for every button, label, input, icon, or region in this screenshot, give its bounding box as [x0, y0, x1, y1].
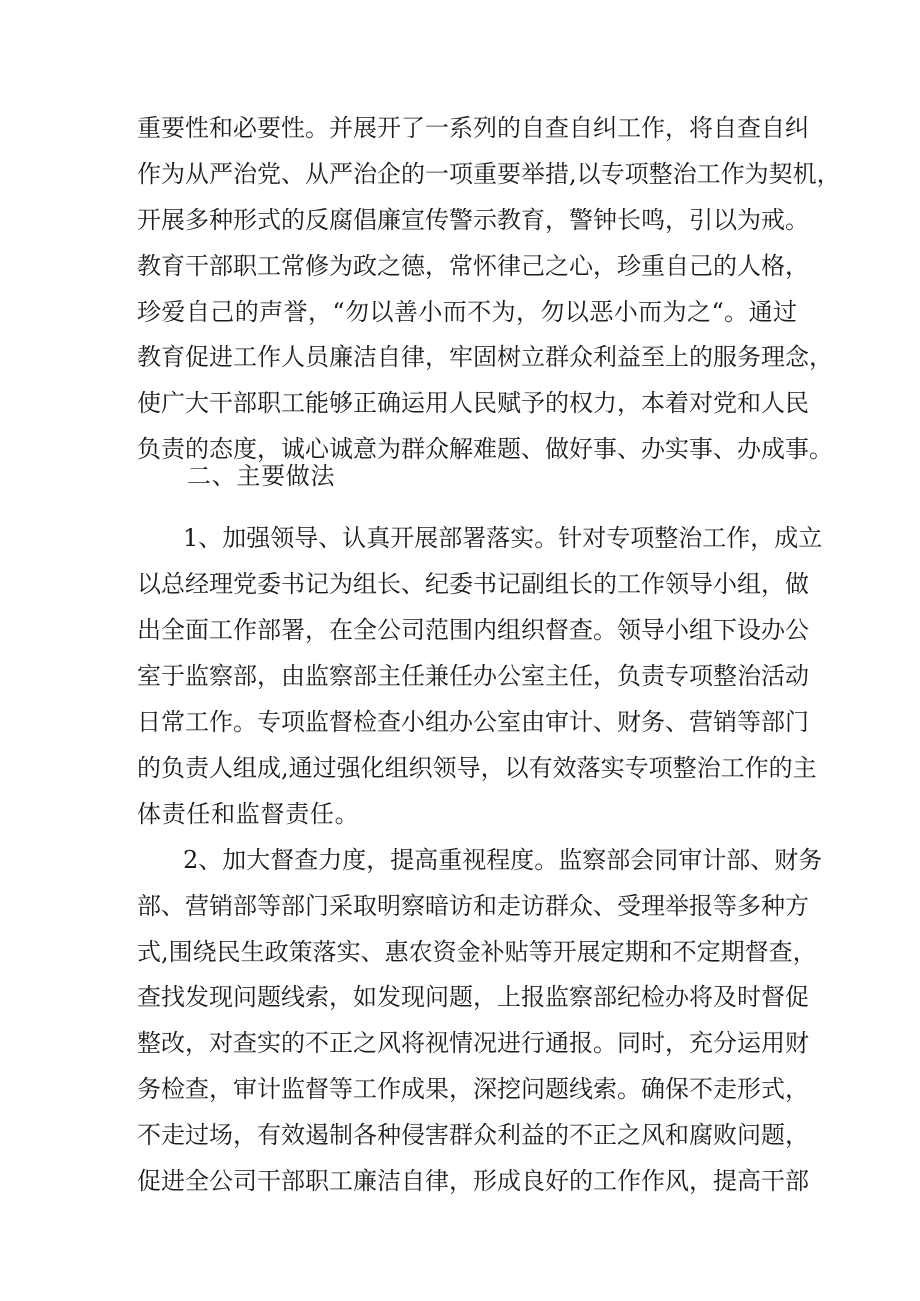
section-heading: 二、主要做法	[187, 462, 336, 490]
paragraph-line: 查找发现问题线索，如发现问题，上报监察部纪检办将及时督促	[137, 983, 809, 1011]
paragraph-line: 不走过场，有效遏制各种侵害群众利益的不正之风和腐败问题，	[137, 1121, 809, 1149]
paragraph-line: 务检查，审计监督等工作成果，深挖问题线索。确保不走形式，	[137, 1075, 809, 1103]
paragraph-line: 教育干部职工常修为政之德，常怀律己之心，珍重自己的人格，	[137, 252, 809, 280]
paragraph-line: 整改，对查实的不正之风将视情况进行通报。同时，充分运用财	[137, 1029, 809, 1057]
paragraph-line: 使广大干部职工能够正确运用人民赋予的权力，本着对党和人民	[137, 389, 809, 417]
paragraph-line: 开展多种形式的反腐倡廉宣传警示教育，警钟长鸣，引以为戒。	[137, 206, 809, 234]
paragraph-line: 式,围绕民生政策落实、惠农资金补贴等开展定期和不定期督查，	[137, 938, 817, 966]
paragraph-line: 2、加大督查力度，提高重视程度。监察部会同审计部、财务	[183, 846, 823, 874]
paragraph-line: 教育促进工作人员廉洁自律，牢固树立群众利益至上的服务理念，	[137, 343, 833, 371]
paragraph-line: 日常工作。专项监督检查小组办公室由审计、财务、营销等部门	[137, 708, 809, 736]
paragraph-line: 1、加强领导、认真开展部署落实。针对专项整治工作，成立	[183, 524, 823, 552]
paragraph-line: 负责的态度，诚心诚意为群众解难题、做好事、办实事、办成事。	[137, 435, 833, 463]
paragraph-line: 体责任和监督责任。	[137, 800, 360, 828]
paragraph-line: 部、营销部等部门采取明察暗访和走访群众、受理举报等多种方	[137, 892, 809, 920]
paragraph-line: 珍爱自己的声誉，“勿以善小而不为，勿以恶小而为之“。通过	[137, 298, 797, 326]
paragraph-line: 以总经理党委书记为组长、纪委书记副组长的工作领导小组，做	[137, 570, 809, 598]
paragraph-line: 促进全公司干部职工廉洁自律，形成良好的工作作风，提高干部	[137, 1167, 809, 1195]
paragraph-line: 的负责人组成,通过强化组织领导，以有效落实专项整治工作的主	[137, 754, 817, 782]
paragraph-line: 重要性和必要性。并展开了一系列的自查自纠工作，将自查自纠	[137, 114, 809, 142]
paragraph-line: 室于监察部，由监察部主任兼任办公室主任，负责专项整治活动	[137, 662, 809, 690]
paragraph-line: 出全面工作部署，在全公司范围内组织督查。领导小组下设办公	[137, 616, 809, 644]
paragraph-line: 作为从严治党、从严治企的一项重要举措,以专项整治工作为契机，	[137, 160, 841, 188]
